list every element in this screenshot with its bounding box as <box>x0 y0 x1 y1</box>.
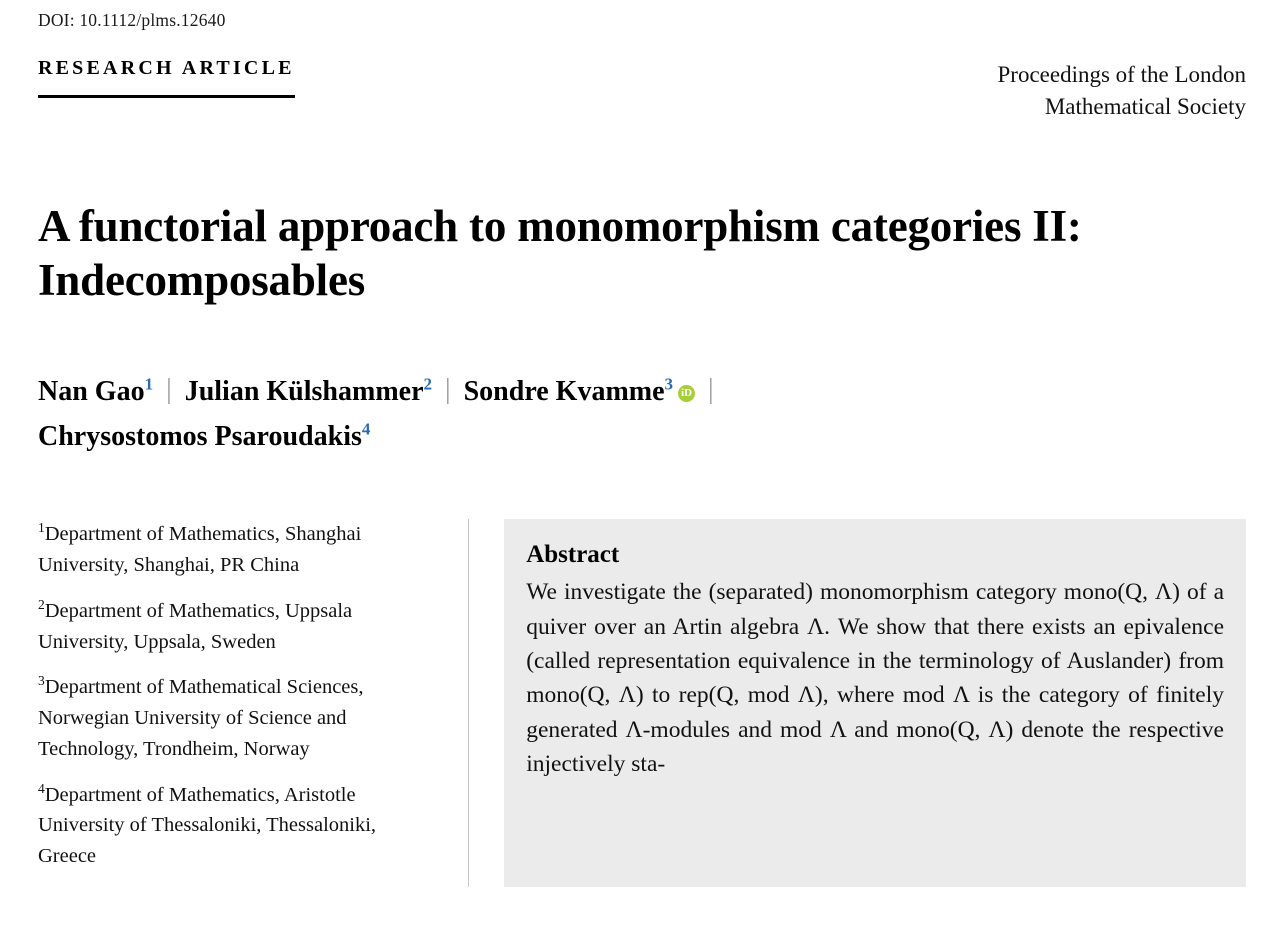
affiliation-text: Department of Mathematics, Shanghai University, Shanghai, PR China <box>38 523 362 577</box>
article-body <box>38 519 1246 887</box>
author-item[interactable] <box>38 421 370 452</box>
journal-name-line2: Mathematical Society <box>1044 93 1246 119</box>
affiliation-text: Department of Mathematics, Aristotle University of Thessaloniki, Thessaloniki, Greece <box>38 783 377 868</box>
affiliation-item <box>38 672 438 764</box>
author-affiliation-marker: 4 <box>361 419 371 439</box>
affiliation-marker: 3 <box>38 673 45 689</box>
abstract-panel <box>504 519 1246 887</box>
author-separator: | <box>708 373 714 405</box>
author-affiliation-marker: 2 <box>423 374 432 394</box>
orcid-icon[interactable]: iD <box>678 385 695 402</box>
affiliation-marker: 2 <box>38 597 45 613</box>
author-separator: | <box>166 373 172 405</box>
page-header <box>38 57 1246 122</box>
journal-name-line1: Proceedings of the London <box>997 62 1246 87</box>
affiliation-marker: 4 <box>38 780 45 796</box>
affiliation-list <box>38 519 468 887</box>
journal-name <box>998 57 1246 122</box>
author-name: Sondre Kvamme <box>463 375 665 407</box>
abstract-heading: Abstract <box>526 541 620 569</box>
affiliation-item <box>38 519 438 581</box>
abstract-text: We investigate the (separated) monomorphism category mono(Q, Λ) of a quiver over an Artin algebra Λ. We show that there exists an epivalence (called representation equivalence in the terminology of Auslander) from mono(Q, Λ) to rep(Q, mod Λ), where mod Λ is the category of finitely generated Λ-modules and mod Λ and mono(Q, Λ) denote the respective injectively sta- <box>526 579 1224 777</box>
article-type-label: RESEARCH ARTICLE <box>38 57 295 98</box>
author-affiliation-marker: 3 <box>664 374 674 394</box>
affiliation-text: Department of Mathematical Sciences, Norwegian University of Science and Technology, Trondheim, Norway <box>38 676 364 760</box>
affiliation-text: Department of Mathematics, Uppsala University, Uppsala, Sweden <box>38 599 353 653</box>
doi-line: DOI: 10.1112/plms.12640 <box>38 10 226 30</box>
page-title: A functorial approach to monomorphism categories II: Indecomposables <box>38 201 1082 305</box>
author-name: Chrysostomos Psaroudakis <box>38 421 362 453</box>
author-item[interactable] <box>464 376 695 407</box>
affiliation-marker: 1 <box>38 520 45 536</box>
author-item[interactable] <box>38 376 153 407</box>
author-item[interactable] <box>185 376 432 407</box>
author-affiliation-marker: 1 <box>144 374 154 394</box>
author-separator: | <box>445 373 451 405</box>
author-list <box>38 369 1158 460</box>
affiliation-item <box>38 596 438 658</box>
affiliation-item <box>38 780 438 872</box>
author-name: Julian Külshammer <box>184 375 424 407</box>
author-name: Nan Gao <box>38 375 145 407</box>
